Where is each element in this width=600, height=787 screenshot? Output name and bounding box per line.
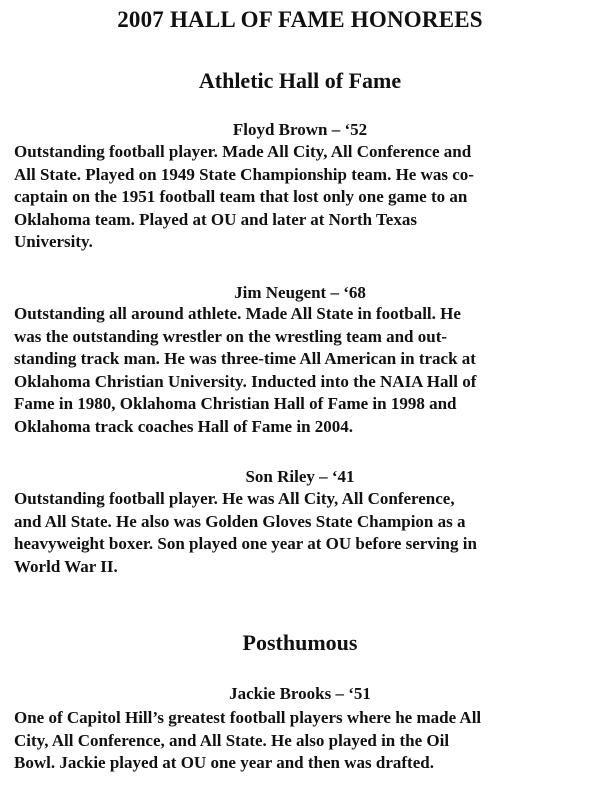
bio-line: heavyweight boxer. Son played one year at OU before serving in [14, 534, 477, 553]
bio-line: captain on the 1951 football team that lost only one game to an [14, 187, 468, 206]
section-heading-athletic: Athletic Hall of Fame [198, 68, 402, 93]
bio-line: was the outstanding wrestler on the wrestling team and out- [14, 326, 448, 346]
honoree-name-floyd-brown: Floyd Brown – ‘52 [232, 120, 368, 139]
page-title: 2007 HALL OF FAME HONOREES [117, 7, 483, 32]
honoree-bio-son-riley [14, 488, 574, 578]
bio-line: Bowl. Jackie played at OU one year and then was drafted. [14, 753, 434, 772]
bio-line: Outstanding football player. Made All City, All Conference and [14, 142, 472, 161]
bio-line: Oklahoma track coaches Hall of Fame in 2004. [14, 416, 354, 436]
honoree-name-jackie-brooks: Jackie Brooks – ‘51 [229, 684, 371, 703]
bio-line: Oklahoma Christian University. Inducted into the NAIA Hall of [14, 371, 477, 391]
honoree-bio-jim-neugent [14, 303, 574, 438]
bio-line: Outstanding all around athlete. Made All State in football. He [14, 304, 461, 323]
bio-line: standing track man. He was three-time All American in track at [14, 349, 476, 368]
honoree-name-son-riley: Son Riley – ‘41 [245, 467, 355, 486]
bio-line: Fame in 1980, Oklahoma Christian Hall of Fame in 1998 and [14, 394, 457, 413]
bio-line: Oklahoma team. Played at OU and later at North Texas [14, 209, 417, 229]
bio-line: One of Capitol Hill’s greatest football players where he made All [14, 708, 482, 727]
honoree-bio-jackie-brooks [14, 707, 574, 775]
bio-line: World War II. [14, 556, 118, 576]
bio-line: University. [14, 232, 93, 251]
bio-line: and All State. He also was Golden Gloves State Champion as a [14, 511, 466, 531]
section-heading-posthumous: Posthumous [242, 630, 358, 655]
bio-line: Outstanding football player. He was All City, All Conference, [14, 489, 455, 508]
honoree-name-jim-neugent: Jim Neugent – ‘68 [234, 283, 366, 302]
bio-line: All State. Played on 1949 State Championship team. He was co- [14, 164, 474, 184]
bio-line: City, All Conference, and All State. He also played in the Oil [14, 730, 450, 750]
honoree-bio-floyd-brown [14, 141, 574, 254]
